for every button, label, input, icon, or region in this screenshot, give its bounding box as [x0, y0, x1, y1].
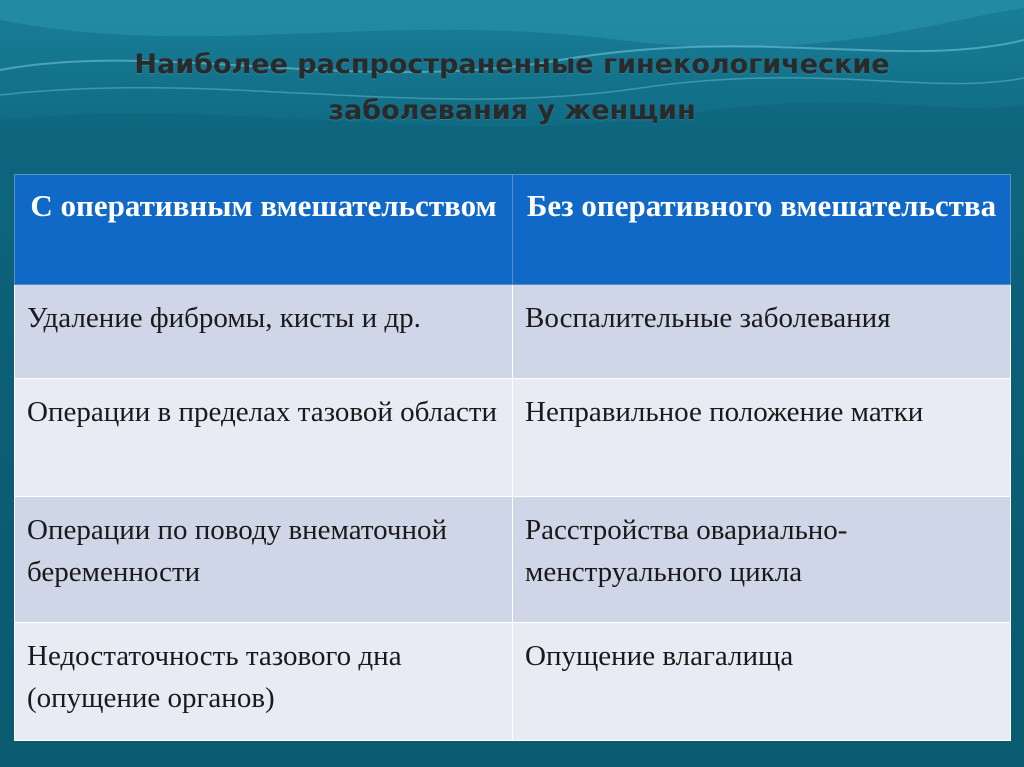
table-cell: Расстройства овариально-менструального цикла	[513, 497, 1011, 623]
slide-title	[40, 42, 984, 134]
table-row	[15, 623, 1011, 741]
table-row	[15, 285, 1011, 379]
table-cell: Операции по поводу внематочной беременности	[15, 497, 513, 623]
table-cell: Операции в пределах тазовой области	[15, 379, 513, 497]
table-row	[15, 379, 1011, 497]
table-cell: Неправильное положение матки	[513, 379, 1011, 497]
header-with-surgery: С оперативным вмешательством	[15, 175, 513, 285]
table-cell: Удаление фибромы, кисты и др.	[15, 285, 513, 379]
table-header-row	[15, 175, 1011, 285]
table-cell: Недостаточность тазового дна (опущение органов)	[15, 623, 513, 741]
title-line-1: Наиболее распространенные гинекологические	[134, 49, 890, 80]
header-without-surgery: Без оперативного вмешательства	[513, 175, 1011, 285]
table-cell: Воспалительные заболевания	[513, 285, 1011, 379]
title-line-2: заболевания у женщин	[328, 95, 696, 126]
diseases-table	[14, 174, 1011, 741]
table-row	[15, 497, 1011, 623]
table-cell: Опущение влагалища	[513, 623, 1011, 741]
